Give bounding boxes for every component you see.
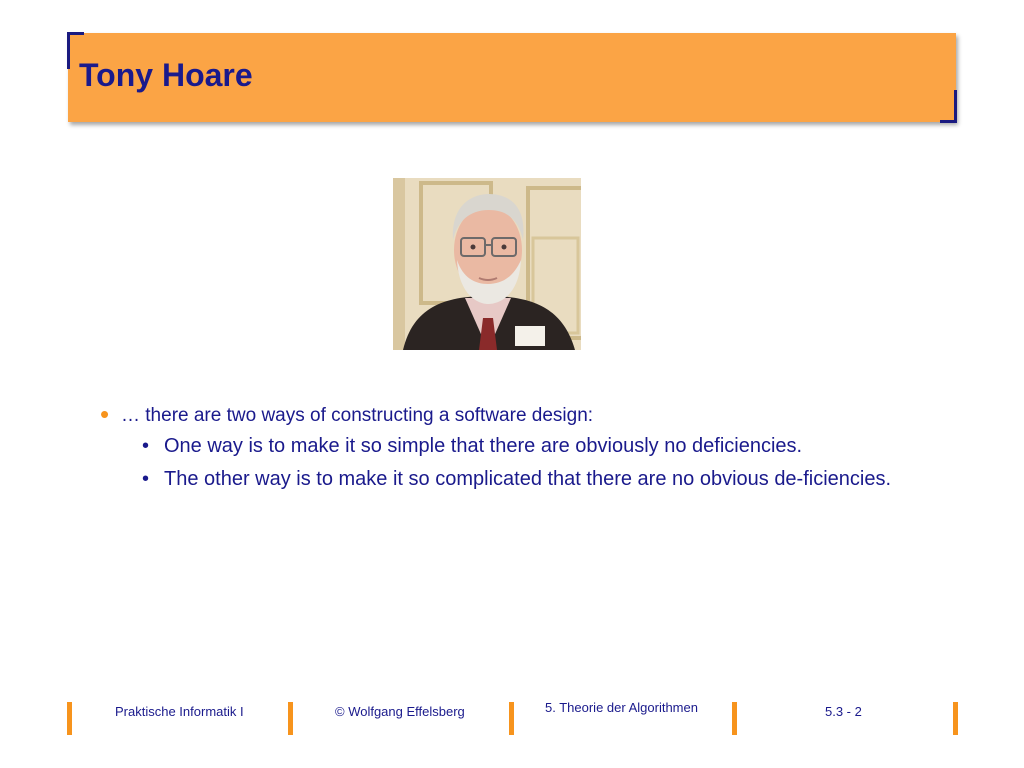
main-bullet [100, 399, 920, 430]
sub-bullet-list [100, 432, 920, 493]
footer-chapter: 5. Theorie der Algorithmen [545, 700, 698, 715]
footer-page-number: 5.3 - 2 [825, 704, 862, 719]
sub-bullet-text: One way is to make it so simple that there are obviously no deficiencies. [164, 435, 803, 457]
footer-course: Praktische Informatik I [115, 704, 244, 719]
sub-bullet-marker: • [142, 468, 150, 490]
corner-bracket-bottom-right [940, 90, 957, 123]
sub-bullet [100, 432, 914, 460]
sub-bullet [100, 465, 914, 493]
sub-bullet-text: The other way is to make it so complicated that there are no obvious de-ficiencies. [164, 468, 892, 490]
portrait-photo [393, 178, 581, 350]
footer-divider [509, 702, 514, 735]
footer-author: © Wolfgang Effelsberg [335, 704, 465, 719]
footer-divider [732, 702, 737, 735]
title-banner [68, 33, 956, 122]
main-bullet-marker: • [100, 399, 110, 429]
slide-title: Tony Hoare [79, 57, 253, 93]
main-bullet-text: … there are two ways of constructing a software design: [121, 405, 594, 426]
sub-bullet-marker: • [142, 435, 150, 457]
footer-divider [288, 702, 293, 735]
footer-divider [67, 702, 72, 735]
slide-content [100, 399, 920, 498]
footer-divider [953, 702, 958, 735]
